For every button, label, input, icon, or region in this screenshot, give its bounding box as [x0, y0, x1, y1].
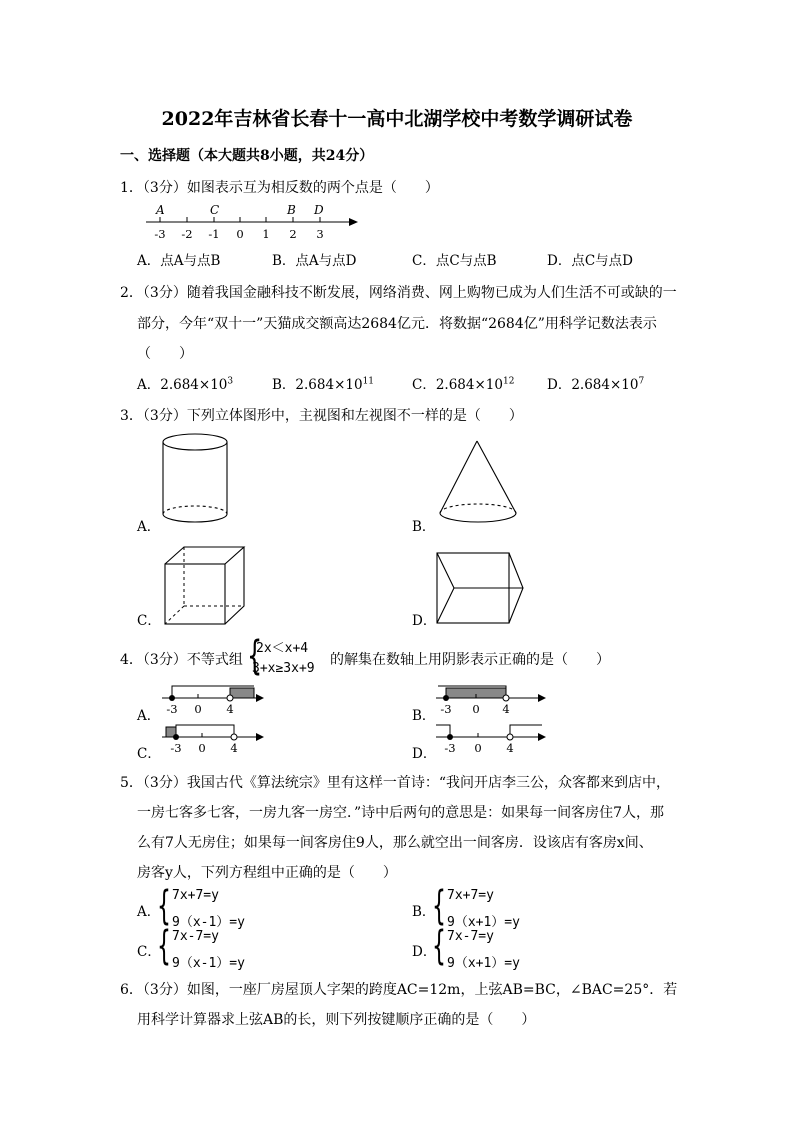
left-brace-icon: {	[157, 923, 171, 969]
svg-text:4: 4	[502, 702, 510, 716]
q5-option-a[interactable]: A．	[137, 904, 161, 920]
q4-stem-suffix: 的解集在数轴上用阴影表示正确的是（ ）	[330, 652, 610, 668]
q5-line1: 5．（3分）我国古代《算法统宗》里有这样一首诗：“我问开店李三公，众客都来到店中，	[120, 775, 670, 791]
cone-figure[interactable]	[436, 438, 526, 530]
svg-text:4: 4	[506, 741, 514, 755]
q4-option-c[interactable]: C．	[137, 746, 161, 762]
q2-line2: 部分，今年“双十一”天猫成交额高达2684亿元．将数据“2684亿”用科学记数法表示	[137, 316, 657, 332]
q4-stem-prefix: 4．（3分）不等式组	[120, 652, 243, 668]
q2-option-b[interactable]: B．$2.684\times 10^{11}$	[272, 376, 375, 393]
left-brace-icon: {	[247, 633, 263, 679]
svg-text:4: 4	[226, 702, 234, 716]
cylinder-figure[interactable]	[160, 432, 240, 530]
point-label: C	[210, 203, 220, 217]
arrow-right-icon	[256, 733, 264, 741]
q1-option-d[interactable]: D．点C与点D	[547, 253, 633, 269]
q1-option-a[interactable]: A．点A与点B	[137, 253, 221, 269]
tick-label: 1	[262, 227, 270, 241]
q5-b-eq1: 7x+7=y	[447, 888, 494, 903]
arrow-right-icon	[538, 733, 546, 741]
page-title: 2022年吉林省长春十一高中北湖学校中考数学调研试卷	[161, 108, 633, 130]
q4-numberline-c[interactable]	[158, 719, 268, 757]
q2-line3: （ ）	[137, 346, 193, 362]
arrow-right-icon	[349, 218, 358, 226]
left-brace-icon: {	[432, 923, 446, 969]
q6-line1: 6．（3分）如图，一座厂房屋顶人字架的跨度AC=12m，上弦AB=BC，∠BAC=25°．若	[120, 982, 678, 998]
point-label: A	[156, 203, 165, 217]
point-label: D	[314, 203, 324, 217]
q4-numberline-b[interactable]	[432, 680, 552, 718]
section-heading: 一、选择题（本大题共8小题，共24分）	[120, 148, 374, 164]
q5-line3: 么有7人无房住；如果每一间客房住9人，那么就空出一间客房．设该店有客房x间、	[137, 835, 653, 851]
q5-a-eq2: 9（x-1）=y	[172, 915, 245, 930]
q4-option-d[interactable]: D．	[412, 746, 437, 762]
q1-option-c[interactable]: C．点C与点B	[412, 253, 497, 269]
svg-text:4: 4	[230, 741, 238, 755]
q1-option-b[interactable]: B．点A与点D	[272, 253, 357, 269]
q3-option-c[interactable]: C．	[137, 613, 161, 629]
q1-number-line	[140, 200, 370, 242]
q5-option-d[interactable]: D．	[412, 944, 437, 960]
q2-option-d[interactable]: D．$2.684\times 10^7$	[547, 376, 645, 393]
q3-option-d[interactable]: D．	[412, 613, 437, 629]
point-label: B	[287, 203, 296, 217]
q3-option-a[interactable]: A．	[137, 519, 161, 535]
tick-label: 2	[289, 227, 297, 241]
q1-stem: 1．（3分）如图表示互为相反数的两个点是（ ）	[120, 180, 439, 196]
q6-line2: 用科学计算器求上弦AB的长，则下列按键顺序正确的是（ ）	[137, 1012, 536, 1028]
tick-label: -1	[208, 227, 220, 241]
arrow-right-icon	[538, 694, 546, 702]
prism-figure[interactable]	[434, 550, 526, 630]
tick-label: -2	[181, 227, 193, 241]
cube-figure[interactable]	[162, 544, 252, 634]
q4-numberline-d[interactable]	[432, 719, 552, 757]
svg-text:0: 0	[198, 741, 206, 755]
q4-option-b[interactable]: B．	[412, 708, 436, 724]
q4-numberline-a[interactable]	[158, 680, 268, 718]
left-brace-icon: {	[432, 883, 446, 929]
q2-line1: 2．（3分）随着我国金融科技不断发展，网络消费、网上购物已成为人们生活不可或缺的一	[120, 285, 677, 301]
q5-line2: 一房七客多七客，一房九客一房空．”诗中后两句的意思是：如果每一间客房住7人，那	[137, 805, 665, 821]
svg-text:-3: -3	[440, 702, 452, 716]
q5-option-b[interactable]: B．	[412, 904, 436, 920]
q5-d-eq1: 7x-7=y	[447, 929, 494, 944]
q2-option-c[interactable]: C．$2.684\times 10^{12}$	[412, 376, 515, 393]
q2-option-a[interactable]: A．$2.684\times 10^3$	[137, 376, 234, 393]
q5-b-eq2: 9（x+1）=y	[447, 915, 520, 930]
svg-text:-3: -3	[444, 741, 456, 755]
svg-text:-3: -3	[170, 741, 182, 755]
q4-inequality-1: 2x＜x+4	[256, 641, 309, 656]
arrow-right-icon	[256, 694, 264, 702]
tick-label: 3	[316, 227, 324, 241]
q5-line4: 房客y人，下列方程组中正确的是（ ）	[137, 865, 397, 881]
svg-text:0: 0	[194, 702, 202, 716]
svg-text:-3: -3	[166, 702, 178, 716]
q4-option-a[interactable]: A．	[137, 708, 161, 724]
tick-label: 0	[236, 227, 244, 241]
q4-inequality-2: 3+x≥3x+9	[252, 661, 315, 676]
q3-stem: 3．（3分）下列立体图形中，主视图和左视图不一样的是（ ）	[120, 408, 523, 424]
svg-text:0: 0	[474, 741, 482, 755]
q5-c-eq2: 9（x-1）=y	[172, 956, 245, 971]
q5-d-eq2: 9（x+1）=y	[447, 956, 520, 971]
q3-option-b[interactable]: B．	[412, 519, 436, 535]
left-brace-icon: {	[157, 883, 171, 929]
q5-option-c[interactable]: C．	[137, 944, 161, 960]
q5-c-eq1: 7x-7=y	[172, 929, 219, 944]
tick-label: -3	[154, 227, 166, 241]
svg-text:0: 0	[472, 702, 480, 716]
q5-a-eq1: 7x+7=y	[172, 888, 219, 903]
